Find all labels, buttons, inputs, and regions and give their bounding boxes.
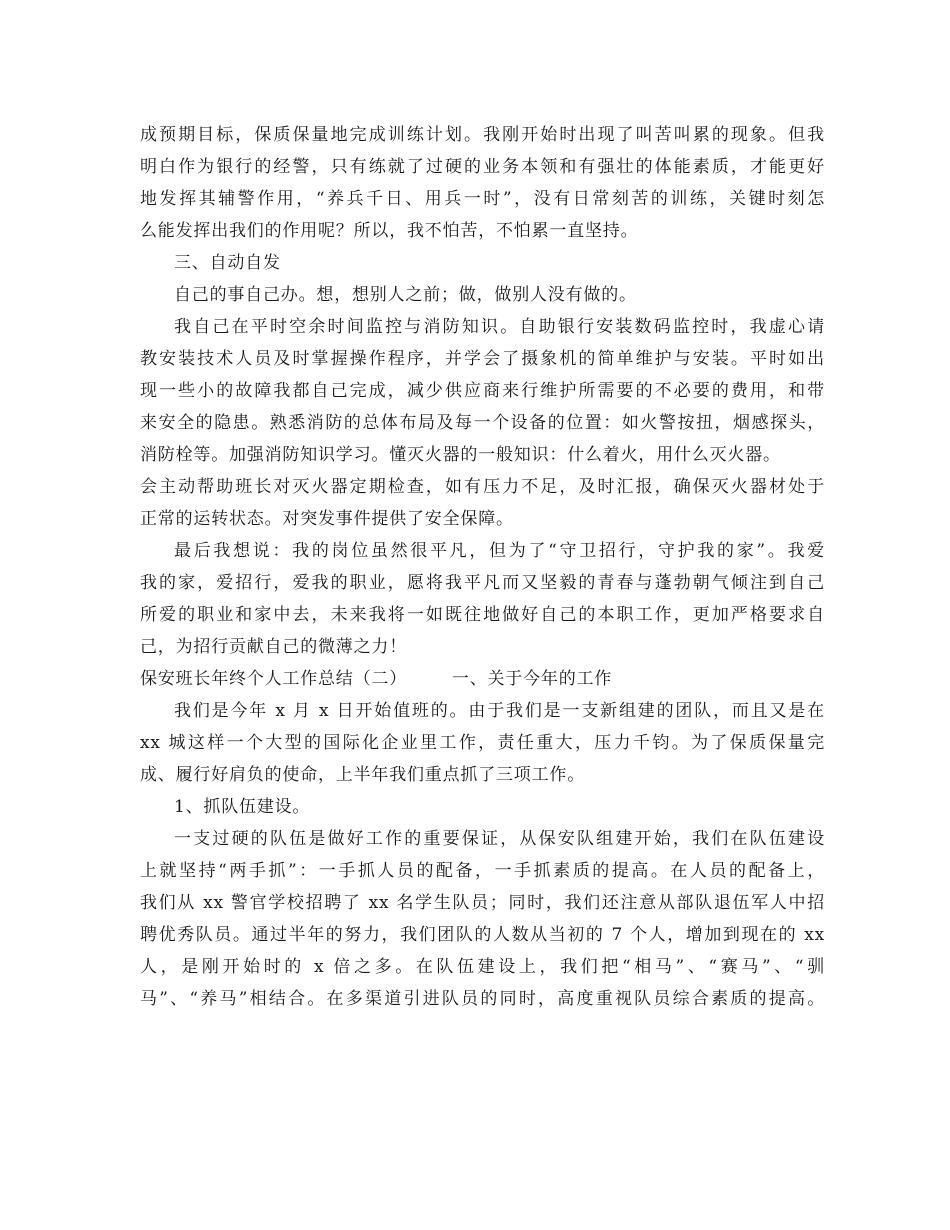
text-line: 我们是今年 x 月 x 日开始值班的。由于我们是一支新组建的团队，而且又是在 — [174, 701, 825, 721]
text-line: 成、履行好肩负的使命，上半年我们重点抓了三项工作。 — [140, 765, 585, 785]
text-line: 我们从 xx 警官学校招聘了 xx 名学生队员；同时，我们还注意从部队退伍军人中招 — [140, 893, 825, 913]
text-line: 成预期目标，保质保量地完成训练计划。我刚开始时出现了叫苦叫累的现象。但我 — [140, 125, 825, 145]
text-line: 聘优秀队员。通过半年的努力，我们团队的人数从当初的 7 个人，增加到现在的 xx — [140, 925, 825, 945]
text-line: 1、抓队伍建设。 — [174, 797, 311, 817]
text-line: 一支过硬的队伍是做好工作的重要保证，从保安队组建开始，我们在队伍建设 — [174, 829, 825, 849]
text-line: 我自己在平时空余时间监控与消防知识。自助银行安装数码监控时，我虚心请 — [174, 317, 825, 337]
text-line: 现一些小的故障我都自己完成，减少供应商来行维护所需要的不必要的费用，和带 — [140, 381, 825, 401]
document-body — [140, 119, 825, 1015]
text-line: 教安装技术人员及时掌握操作程序，并学会了摄象机的简单维护与安装。平时如出 — [140, 349, 825, 369]
text-line: 最后我想说：我的岗位虽然很平凡，但为了“守卫招行，守护我的家”。我爱 — [174, 541, 825, 561]
text-line: 来安全的隐患。熟悉消防的总体布局及每一个设备的位置：如火警按扭，烟感探头， — [140, 413, 825, 433]
text-line: 己，为招行贡献自己的微薄之力！ — [140, 637, 407, 657]
text-line: 马”、“养马”相结合。在多渠道引进队员的同时，高度重视队员综合素质的提高。 — [140, 989, 825, 1009]
text-line: 保安班长年终个人工作总结（二） 一、关于今年的工作 — [140, 669, 613, 689]
text-line: 我的家，爱招行，爱我的职业，愿将我平凡而又坚毅的青春与蓬勃朝气倾注到自己 — [140, 573, 825, 593]
text-line: 正常的运转状态。对突发事件提供了安全保障。 — [140, 509, 514, 529]
text-line: 所爱的职业和家中去，未来我将一如既往地做好自己的本职工作，更加严格要求自 — [140, 605, 825, 625]
text-line: 三、自动自发 — [174, 253, 281, 273]
text-line: 人，是刚开始时的 x 倍之多。在队伍建设上，我们把“相马”、“赛马”、“驯 — [140, 957, 825, 977]
text-line: 上就坚持“两手抓”：一手抓人员的配备，一手抓素质的提高。在人员的配备上， — [140, 861, 825, 881]
text-line: 会主动帮助班长对灭火器定期检查，如有压力不足，及时汇报，确保灭火器材处于 — [140, 477, 825, 497]
text-line: xx 城这样一个大型的国际化企业里工作，责任重大，压力千钧。为了保质保量完 — [140, 733, 825, 753]
text-line: 消防栓等。加强消防知识学习。懂灭火器的一般知识：什么着火，用什么灭火器。 — [140, 445, 781, 465]
text-line: 地发挥其辅警作用，“养兵千日、用兵一时”，没有日常刻苦的训练，关键时刻怎 — [140, 189, 825, 209]
text-line: 明白作为银行的经警，只有练就了过硬的业务本领和有强壮的体能素质，才能更好 — [140, 157, 825, 177]
text-line: 么能发挥出我们的作用呢？所以，我不怕苦，不怕累一直坚持。 — [140, 221, 639, 241]
text-line: 自己的事自己办。想，想别人之前；做，做别人没有做的。 — [174, 285, 637, 305]
